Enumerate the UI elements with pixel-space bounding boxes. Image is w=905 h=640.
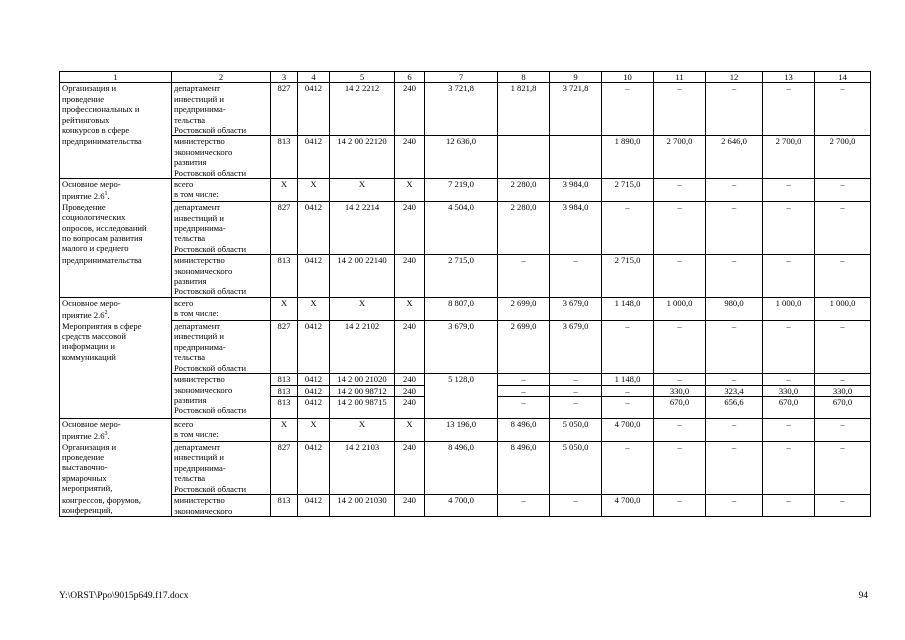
amount-cell: 4 700,0 (602, 495, 654, 517)
table-row (60, 495, 871, 517)
amount-cell: – (815, 321, 871, 374)
amount-cell: – (815, 202, 871, 255)
amount-cell: – (602, 385, 654, 396)
vr-cell: 240 (395, 255, 425, 298)
executor-cell: департамент инвестиций и предпринима- тельства Ростовской области (172, 321, 271, 374)
grbs-cell: 827 (271, 202, 298, 255)
amount-cell: 2 700,0 (763, 136, 815, 179)
amount-cell: 7 219,0 (425, 179, 498, 202)
amount-cell: – (763, 202, 815, 255)
csr-cell: 14 2 00 98715 (330, 396, 395, 418)
amount-cell: – (602, 83, 654, 136)
table-row (60, 202, 871, 255)
amount-cell: – (815, 179, 871, 202)
executor-cell: департамент инвестиций и предпринима- тельства Ростовской области (172, 442, 271, 495)
amount-cell: 1 000,0 (654, 297, 706, 320)
grbs-cell: Х (271, 297, 298, 320)
executor-cell: министерство экономического развития Ростовской области (172, 136, 271, 179)
amount-cell: 2 280,0 (498, 179, 550, 202)
amount-cell: – (815, 442, 871, 495)
executor-cell: всего в том числе: (172, 297, 271, 320)
csr-cell: Х (330, 418, 395, 441)
table-row (60, 442, 871, 495)
amount-cell: 1 890,0 (602, 136, 654, 179)
rzpr-cell: 0412 (298, 202, 330, 255)
amount-cell: – (654, 202, 706, 255)
amount-cell: – (763, 179, 815, 202)
csr-cell: Х (330, 179, 395, 202)
amount-cell: – (706, 202, 763, 255)
rzpr-cell: 0412 (298, 136, 330, 179)
measure-name-cell: Организация и проведение выставочно- ярмарочных мероприятий, (60, 442, 172, 495)
budget-table (59, 71, 871, 517)
amount-cell: 330,0 (763, 385, 815, 396)
csr-cell: 14 2 2102 (330, 321, 395, 374)
amount-cell: – (706, 495, 763, 517)
amount-cell: 3 679,0 (550, 321, 602, 374)
vr-cell: 240 (395, 442, 425, 495)
rzpr-cell: Х (298, 418, 330, 441)
amount-cell: 656,6 (706, 396, 763, 418)
measure-name-cell: Основное меро- приятие $2.6^1$. (60, 179, 172, 202)
amount-cell: 2 715,0 (425, 255, 498, 298)
amount-cell: 8 496,0 (498, 418, 550, 441)
grbs-cell: 827 (271, 442, 298, 495)
amount-cell: 1 000,0 (763, 297, 815, 320)
amount-cell: 4 700,0 (602, 418, 654, 441)
amount-cell: 2 700,0 (815, 136, 871, 179)
amount-cell: 330,0 (815, 385, 871, 396)
grbs-cell: 813 (271, 374, 298, 385)
grbs-cell: 813 (271, 495, 298, 517)
amount-cell: 2 700,0 (654, 136, 706, 179)
rzpr-cell: Х (298, 297, 330, 320)
executor-cell: министерство экономического (172, 495, 271, 517)
csr-cell: 14 2 00 98712 (330, 385, 395, 396)
amount-cell: 323,4 (706, 385, 763, 396)
executor-cell: министерство экономического развития Ростовской области (172, 374, 271, 419)
vr-cell: 240 (395, 136, 425, 179)
amount-cell: 2 699,0 (498, 297, 550, 320)
amount-cell: – (550, 396, 602, 418)
table-row (60, 83, 871, 136)
table-row (60, 374, 871, 385)
col-header: 7 (425, 72, 498, 83)
csr-cell: 14 2 2214 (330, 202, 395, 255)
amount-cell: – (498, 385, 550, 396)
rzpr-cell: 0412 (298, 385, 330, 396)
csr-cell: 14 2 00 22140 (330, 255, 395, 298)
csr-cell: 14 2 00 22120 (330, 136, 395, 179)
csr-cell: 14 2 00 21020 (330, 374, 395, 385)
amount-cell: 8 496,0 (425, 442, 498, 495)
amount-cell (498, 136, 550, 179)
csr-cell: 14 2 2212 (330, 83, 395, 136)
amount-cell: 2 715,0 (602, 255, 654, 298)
amount-cell: 670,0 (763, 396, 815, 418)
grbs-cell: 813 (271, 396, 298, 418)
grbs-cell: 813 (271, 385, 298, 396)
rzpr-cell: 0412 (298, 495, 330, 517)
grbs-cell: Х (271, 418, 298, 441)
amount-cell: 3 679,0 (550, 297, 602, 320)
rzpr-cell: 0412 (298, 321, 330, 374)
amount-cell: – (706, 442, 763, 495)
amount-cell: – (763, 321, 815, 374)
amount-cell: 4 504,0 (425, 202, 498, 255)
measure-name-cell: Мероприятия в сфере средств массовой информации и коммуникаций (60, 321, 172, 419)
executor-cell: министерство экономического развития Ростовской области (172, 255, 271, 298)
amount-cell: – (815, 374, 871, 385)
col-header: 3 (271, 72, 298, 83)
amount-cell: – (706, 418, 763, 441)
executor-cell: департамент инвестиций и предпринима- тельства Ростовской области (172, 202, 271, 255)
col-header: 12 (706, 72, 763, 83)
vr-cell: 240 (395, 83, 425, 136)
amount-cell: 1 148,0 (602, 374, 654, 385)
amount-cell: – (706, 83, 763, 136)
executor-cell: всего в том числе: (172, 418, 271, 441)
grbs-cell: 813 (271, 136, 298, 179)
table-row (60, 321, 871, 374)
csr-cell: 14 2 2103 (330, 442, 395, 495)
col-header: 4 (298, 72, 330, 83)
measure-name-cell: предпринимательства (60, 255, 172, 298)
amount-cell: – (602, 202, 654, 255)
vr-cell: Х (395, 418, 425, 441)
amount-cell: – (654, 83, 706, 136)
amount-cell: – (602, 442, 654, 495)
amount-cell: 12 636,0 (425, 136, 498, 179)
amount-cell: 8 496,0 (498, 442, 550, 495)
csr-cell: 14 2 00 21030 (330, 495, 395, 517)
col-header: 2 (172, 72, 271, 83)
vr-cell: 240 (395, 374, 425, 385)
amount-cell: – (654, 321, 706, 374)
amount-cell: 670,0 (815, 396, 871, 418)
rzpr-cell: 0412 (298, 442, 330, 495)
amount-cell: 980,0 (706, 297, 763, 320)
amount-cell: – (654, 442, 706, 495)
amount-cell: 2 715,0 (602, 179, 654, 202)
amount-cell: 1 000,0 (815, 297, 871, 320)
grbs-cell: 813 (271, 255, 298, 298)
amount-cell: 3 984,0 (550, 202, 602, 255)
vr-cell: 240 (395, 202, 425, 255)
col-header: 6 (395, 72, 425, 83)
amount-cell: 2 646,0 (706, 136, 763, 179)
col-header: 11 (654, 72, 706, 83)
amount-cell: – (706, 179, 763, 202)
measure-name-cell: Организация и проведение профессиональных и рейтинговых конкурсов в сфере (60, 83, 172, 136)
amount-cell: 13 196,0 (425, 418, 498, 441)
table-row (60, 136, 871, 179)
vr-cell: 240 (395, 321, 425, 374)
amount-cell: – (498, 374, 550, 385)
amount-cell: 1 148,0 (602, 297, 654, 320)
amount-cell: – (550, 495, 602, 517)
document-path: Y:\ORST\Ppo\9015p649.f17.docx (59, 591, 189, 601)
table-row (60, 179, 871, 202)
page-number: 94 (858, 591, 868, 601)
vr-cell: Х (395, 297, 425, 320)
measure-name-cell: конгрессов, форумов, конференций, (60, 495, 172, 517)
amount-cell: 3 984,0 (550, 179, 602, 202)
vr-cell: 240 (395, 396, 425, 418)
grbs-cell: Х (271, 179, 298, 202)
amount-cell: – (815, 83, 871, 136)
amount-cell: 2 699,0 (498, 321, 550, 374)
col-header: 10 (602, 72, 654, 83)
vr-cell: 240 (395, 385, 425, 396)
rzpr-cell: 0412 (298, 255, 330, 298)
vr-cell: Х (395, 179, 425, 202)
rzpr-cell: 0412 (298, 83, 330, 136)
rzpr-cell: 0412 (298, 374, 330, 385)
amount-cell: 670,0 (654, 396, 706, 418)
amount-cell: 2 280,0 (498, 202, 550, 255)
amount-cell: – (763, 255, 815, 298)
amount-cell: 3 721,8 (550, 83, 602, 136)
amount-cell: – (498, 495, 550, 517)
amount-cell: – (654, 495, 706, 517)
amount-cell: – (763, 418, 815, 441)
amount-cell: – (706, 255, 763, 298)
amount-cell: – (763, 442, 815, 495)
amount-cell: – (550, 255, 602, 298)
amount-cell: – (550, 374, 602, 385)
vr-cell: 240 (395, 495, 425, 517)
table-row (60, 418, 871, 441)
amount-cell: 330,0 (654, 385, 706, 396)
executor-cell: департамент инвестиций и предпринима- тельства Ростовской области (172, 83, 271, 136)
amount-cell: – (763, 495, 815, 517)
measure-name-cell: Проведение социологических опросов, исследований по вопросам развития малого и среднего (60, 202, 172, 255)
amount-cell: – (815, 495, 871, 517)
col-header: 14 (815, 72, 871, 83)
amount-cell: 4 700,0 (425, 495, 498, 517)
amount-cell: – (654, 374, 706, 385)
amount-cell: – (763, 374, 815, 385)
column-numbers-row (60, 72, 871, 83)
measure-name-cell: Основное меро- приятие $2.6^2$. (60, 297, 172, 320)
amount-cell: – (550, 385, 602, 396)
amount-cell: – (498, 255, 550, 298)
amount-cell: 1 821,8 (498, 83, 550, 136)
col-header: 1 (60, 72, 172, 83)
grbs-cell: 827 (271, 321, 298, 374)
amount-cell: – (654, 418, 706, 441)
amount-cell: – (602, 321, 654, 374)
amount-cell: 5 050,0 (550, 418, 602, 441)
rzpr-cell: 0412 (298, 396, 330, 418)
amount-cell: – (706, 374, 763, 385)
table-row (60, 297, 871, 320)
amount-cell: – (763, 83, 815, 136)
table-row (60, 255, 871, 298)
amount-cell (550, 136, 602, 179)
measure-name-cell: Основное меро- приятие $2.6^3$. (60, 418, 172, 441)
col-header: 13 (763, 72, 815, 83)
csr-cell: Х (330, 297, 395, 320)
grbs-cell: 827 (271, 83, 298, 136)
amount-cell: – (498, 396, 550, 418)
amount-cell: 8 807,0 (425, 297, 498, 320)
amount-cell: 3 679,0 (425, 321, 498, 374)
amount-cell: – (654, 179, 706, 202)
amount-cell: – (654, 255, 706, 298)
measure-name-cell: предпринимательства (60, 136, 172, 179)
col-header: 9 (550, 72, 602, 83)
amount-cell: 3 721,8 (425, 83, 498, 136)
amount-cell: 5 050,0 (550, 442, 602, 495)
col-header: 8 (498, 72, 550, 83)
executor-cell: всего в том числе: (172, 179, 271, 202)
amount-cell: – (815, 255, 871, 298)
amount-cell: – (706, 321, 763, 374)
col-header: 5 (330, 72, 395, 83)
amount-cell: – (815, 418, 871, 441)
amount-cell: 5 128,0 (425, 374, 498, 419)
amount-cell: – (602, 396, 654, 418)
rzpr-cell: Х (298, 179, 330, 202)
